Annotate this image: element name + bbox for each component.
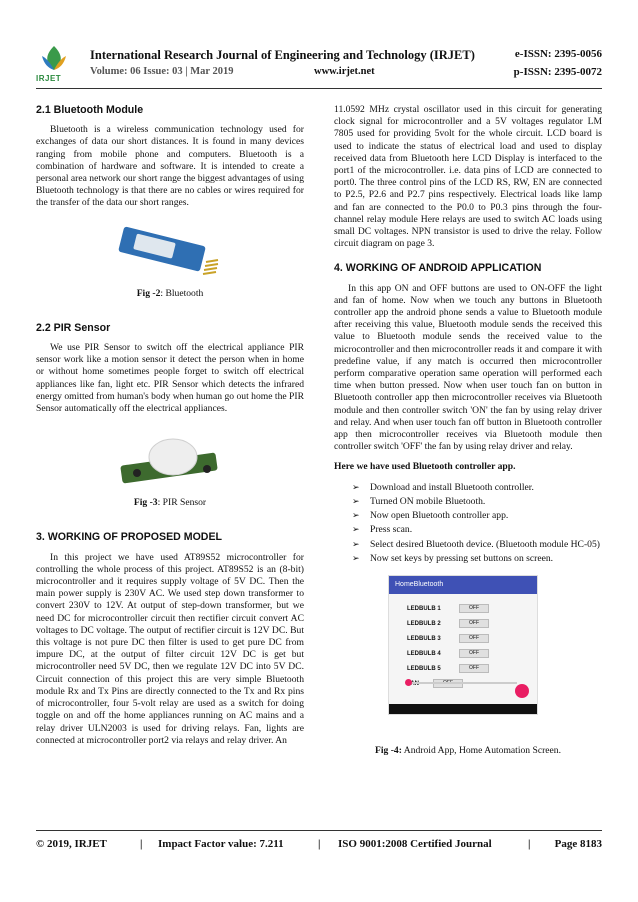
eissn: e-ISSN: 2395-0056 xyxy=(514,48,602,60)
footer-impact-factor: Impact Factor value: 7.211 xyxy=(158,838,284,850)
paragraph-proposed-model-continued: 11.0592 MHz crystal oscillator used in this circuit for generating clock signal for microcontroller and a 5V voltages regulator LM 7805 used for providing 5volt for the whole circuit. LCD board is used to indicate the status of electrical load and used to display received data from Bluetooth here LCD Display is interfaced to the port1 of the microcontroller. i.e. data pins of LCD are connected to port0. The three control pins of the LCD RS, RW, EN are connected to P2.5, P2.6 and P2.7 pins respectively. Electrical loads like lamp and fan are connected to the P0.0 to P0.3 pins through the four-channel relay module Here relays are used to switch AC loads using small DC voltages. NPN transistor is used to drive the relay. Follow circuit diagram on page 3. xyxy=(334,104,602,250)
section-heading-proposed-model: 3. WORKING OF PROPOSED MODEL xyxy=(36,531,222,544)
app-row-ledbulb-5: LEDBULB 5 OFF xyxy=(407,663,537,675)
fig2-caption: Fig -2: Bluetooth xyxy=(136,287,204,299)
pir-sensor-image xyxy=(115,433,225,489)
list-item: ➢ Download and install Bluetooth controller. xyxy=(352,481,534,493)
toggle-button: OFF xyxy=(459,634,489,643)
section-heading-android-app: 4. WORKING OF ANDROID APPLICATION xyxy=(334,262,542,275)
controller-app-note: Here we have used Bluetooth controller app. xyxy=(334,461,516,473)
app-row-ledbulb-3: LEDBULB 3 OFF xyxy=(407,633,537,645)
android-app-screenshot xyxy=(388,575,538,715)
footer-separator: | xyxy=(140,838,143,850)
arrow-bullet-icon: ➢ xyxy=(352,539,360,550)
app-title-bar: HomeBluetooth xyxy=(389,576,537,594)
paragraph-bluetooth: Bluetooth is a wireless communication technology used for exchanges of data our short distances. It is found in many devices ranging from mobile phone and computers. Bluetooth is a combination of hardware and software. It is intended to create a personal area network our short range the biggest advantages of using Bluetooth technology is that there are no cables or wires required for the transfer of the data our short ranges. xyxy=(36,124,305,209)
pissn: p-ISSN: 2395-0072 xyxy=(513,66,602,78)
paragraph-proposed-model: In this project we have used AT89S52 microcontroller for controlling the whole process of this project. AT89S52 is an (8-bit) microcontroller and it requires supply voltage of 5V DC. Then the main power supply is 230V AC. We used step down transformer to convert 230V to 12V. At output of step-down transformer, but we need DC for microcontroller circuit then rectifier circuit convert AC voltages to DC voltage. The output of rectifier circuit is 12V DC. But this voltage is not pure DC then filter is used to get pure DC from impure DC, at the output of filter circuit 12V DC is get but microcontroller need 5V DC, then we regulate 12V DC into 5V DC. Circuit connection of this project this are very simple Bluetooth module Rx and Tx Pins are directly connected to the Tx and Rx pins of microcontroller, four 5-volt relay are used as a switch for doing toggle on and off the home appliances running on AC mains and a relay driver ULN2003 is used for driving relays. Fan, lights are connected at microcontroller port2 via relays and relay driver. An xyxy=(36,551,304,746)
footer-copyright: © 2019, IRJET xyxy=(36,838,107,850)
android-nav-bar xyxy=(389,704,537,714)
app-row-ledbulb-2: LEDBULB 2 OFF xyxy=(407,618,537,630)
arrow-bullet-icon: ➢ xyxy=(352,496,360,507)
footer-page-number: Page 8183 xyxy=(554,838,602,850)
toggle-button: OFF xyxy=(459,664,489,673)
journal-title: International Research Journal of Engineering and Technology (IRJET) xyxy=(90,48,475,62)
list-item: ➢ Now set keys by pressing set buttons on screen. xyxy=(352,552,554,564)
app-row-ledbulb-4: LEDBULB 4 OFF xyxy=(407,648,537,660)
list-item: ➢ Now open Bluetooth controller app. xyxy=(352,510,509,522)
left-column xyxy=(36,104,304,747)
setup-steps-list xyxy=(352,482,602,565)
toggle-button: OFF xyxy=(459,619,489,628)
volume-issue: Volume: 06 Issue: 03 | Mar 2019 xyxy=(90,66,234,77)
fig3-caption: Fig -3: PIR Sensor xyxy=(133,497,207,509)
bluetooth-module-image xyxy=(114,216,226,280)
journal-header xyxy=(36,44,602,84)
logo-text: IRJET xyxy=(36,74,62,83)
list-item: ➢ Press scan. xyxy=(352,524,413,536)
footer-iso: ISO 9001:2008 Certified Journal xyxy=(338,838,492,850)
app-row-ledbulb-1: LEDBULB 1 OFF xyxy=(407,603,537,615)
header-rule xyxy=(36,88,602,89)
arrow-bullet-icon: ➢ xyxy=(352,482,360,493)
fig4-caption: Fig -4: Android App, Home Automation Screen. xyxy=(375,744,561,756)
arrow-bullet-icon: ➢ xyxy=(352,511,360,522)
arrow-bullet-icon: ➢ xyxy=(352,553,360,564)
list-item: ➢ Turned ON mobile Bluetooth. xyxy=(352,495,486,507)
footer-separator: | xyxy=(528,838,531,850)
paragraph-android-app: In this app ON and OFF buttons are used to ON-OFF the light and fan of home. Now when we touch any buttons in Bluetooth controller app the android phone sends a value to Bluetooth module after receiving this value, Bluetooth module sends the received this value to Bluetooth module sends the received value to the microcontroller and then microcontroller reads it and compare it with predefine value, if any match is occurred then microcontroller perform comparative operation same operation will performed each time when button pressed. Now when user touch fan on button in Bluetooth controller app then microcontroller receives via Bluetooth module and then controller switch 'ON' the fan by using relay driver and relay. And when user touch fan off button in Bluetooth controller app then microcontroller receives via Bluetooth module then controller switch 'OFF' the fan by using relay driver and relay. xyxy=(334,282,602,453)
section-heading-pir: 2.2 PIR Sensor xyxy=(36,321,111,334)
journal-footer xyxy=(36,838,602,852)
list-item: ➢ Select desired Bluetooth device. (Bluetooth module HC-05) xyxy=(352,538,600,550)
slider-knob xyxy=(405,679,412,686)
section-heading-bluetooth: 2.1 Bluetooth Module xyxy=(36,104,144,116)
footer-separator: | xyxy=(318,838,321,850)
toggle-button xyxy=(433,679,463,688)
arrow-bullet-icon: ➢ xyxy=(352,525,360,536)
toggle-button: OFF xyxy=(459,649,489,658)
footer-rule xyxy=(36,830,602,831)
app-slider xyxy=(407,682,517,684)
right-column xyxy=(334,104,602,757)
website-link[interactable]: www.irjet.net xyxy=(314,66,375,77)
toggle-button: OFF xyxy=(459,604,489,613)
paragraph-pir: We use PIR Sensor to switch off the electrical appliance PIR sensor work like a motion sensor it detect the person when in home or without home sometimes people forget to switch off electrical appliances like fan, light etc. PIR Sensor which detects the infrared energy omitted from human's body when human go out home the PIR Sensor automatically off the electrical appliances. xyxy=(36,342,304,415)
app-fab-button xyxy=(515,684,529,698)
